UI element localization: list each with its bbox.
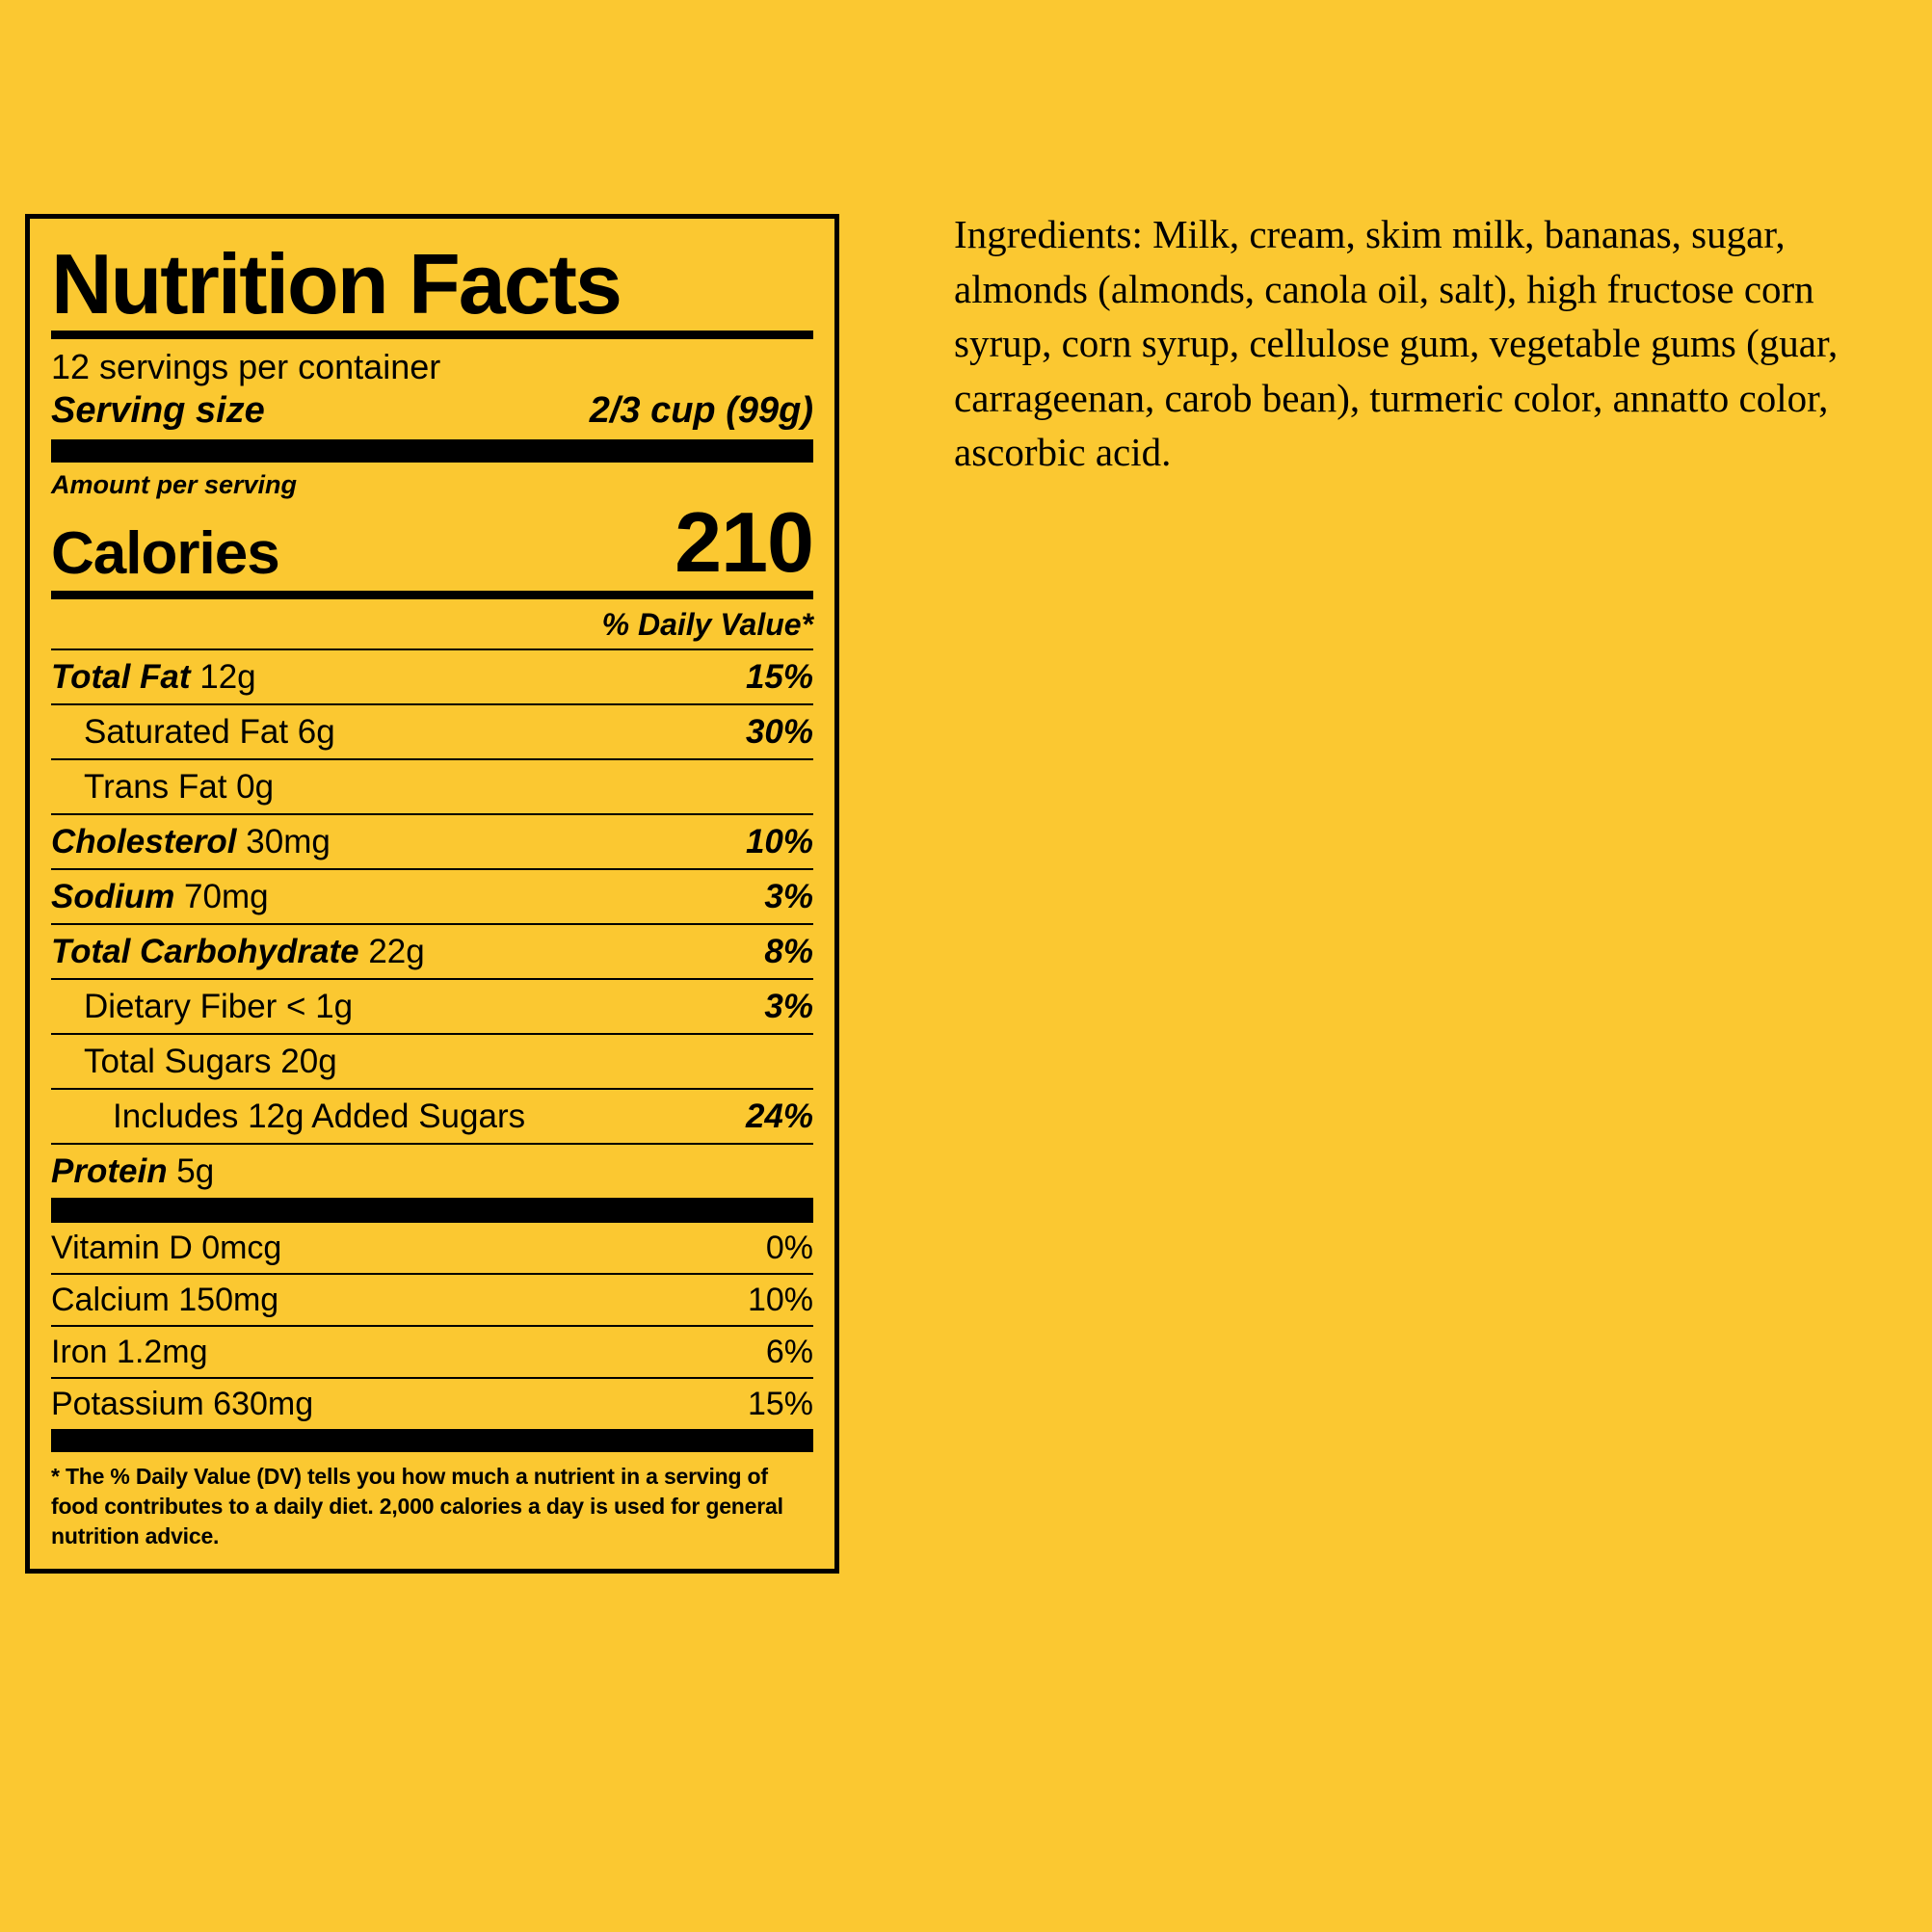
nutrient-daily-value: 30%	[745, 713, 813, 751]
vitamin-row	[51, 1377, 813, 1429]
nutrient-daily-value: 8%	[764, 933, 813, 970]
nutrient-row	[51, 978, 813, 1033]
ingredients-text: Ingredients: Milk, cream, skim milk, bananas, sugar, almonds (almonds, canola oil, salt), high fructose corn syrup, corn syrup, cellulose gum, vegetable gums (guar, carrageenan, carob bean), turmeric color, annatto color, ascorbic acid.	[954, 212, 1839, 475]
divider-calories	[51, 591, 813, 599]
divider-protein	[51, 1198, 813, 1221]
divider-title	[51, 331, 813, 339]
nutrient-row	[51, 1143, 813, 1198]
daily-value-header: % Daily Value*	[601, 607, 813, 642]
nutrient-name: Dietary Fiber < 1g	[84, 988, 354, 1025]
nutrient-row	[51, 923, 813, 978]
nutrient-name: Total Carbohydrate 22g	[51, 933, 425, 970]
serving-size-label: Serving size	[51, 390, 265, 431]
nutrient-daily-value: 24%	[745, 1098, 813, 1135]
nutrient-name: Protein 5g	[51, 1152, 215, 1190]
servings-per-container: 12 servings per container	[51, 347, 441, 386]
nutrient-list	[51, 648, 813, 1198]
nutrient-name: Sodium 70mg	[51, 878, 269, 915]
daily-value-footnote: * The % Daily Value (DV) tells you how much a nutrient in a serving of food contributes to a daily diet. 2,000 calories a day is used for general nutrition advice.	[51, 1464, 783, 1549]
amount-per-serving-label: Amount per serving	[51, 470, 298, 499]
calories-label: Calories	[51, 519, 279, 587]
nutrient-row	[51, 813, 813, 868]
nutrient-daily-value: 3%	[764, 878, 813, 915]
nutrient-name: Cholesterol 30mg	[51, 823, 331, 860]
vitamin-daily-value: 0%	[765, 1230, 813, 1266]
vitamin-name: Vitamin D 0mcg	[51, 1230, 282, 1266]
vitamin-daily-value: 15%	[747, 1386, 813, 1422]
nutrient-row	[51, 648, 813, 703]
page-title: Nutrition Facts	[51, 236, 621, 331]
nutrient-name: Saturated Fat 6g	[84, 713, 335, 751]
nutrient-name: Includes 12g Added Sugars	[113, 1098, 526, 1135]
nutrient-name: Total Fat 12g	[51, 658, 256, 696]
nutrient-row	[51, 1088, 813, 1143]
divider-vitamins	[51, 1429, 813, 1452]
vitamin-daily-value: 10%	[747, 1282, 813, 1318]
nutrient-row	[51, 868, 813, 923]
calories-row	[51, 494, 813, 591]
nutrient-row	[51, 758, 813, 813]
vitamin-list	[51, 1221, 813, 1429]
vitamin-row	[51, 1273, 813, 1325]
calories-value: 210	[675, 494, 813, 590]
nutrient-daily-value: 3%	[764, 988, 813, 1025]
vitamin-name: Potassium 630mg	[51, 1386, 314, 1422]
vitamin-daily-value: 6%	[765, 1334, 813, 1370]
nutrient-row	[51, 703, 813, 758]
nutrition-facts-panel	[25, 214, 839, 1574]
nutrient-row	[51, 1033, 813, 1088]
divider-serving	[51, 439, 813, 463]
vitamin-name: Calcium 150mg	[51, 1282, 279, 1318]
vitamin-row	[51, 1325, 813, 1377]
serving-size-value: 2/3 cup (99g)	[589, 390, 813, 431]
nutrient-daily-value: 10%	[745, 823, 813, 860]
nutrient-name: Total Sugars 20g	[84, 1043, 337, 1080]
vitamin-name: Iron 1.2mg	[51, 1334, 208, 1370]
nutrient-name: Trans Fat 0g	[84, 768, 275, 806]
serving-size-row	[51, 388, 813, 439]
vitamin-row	[51, 1221, 813, 1273]
nutrient-daily-value: 15%	[745, 658, 813, 696]
